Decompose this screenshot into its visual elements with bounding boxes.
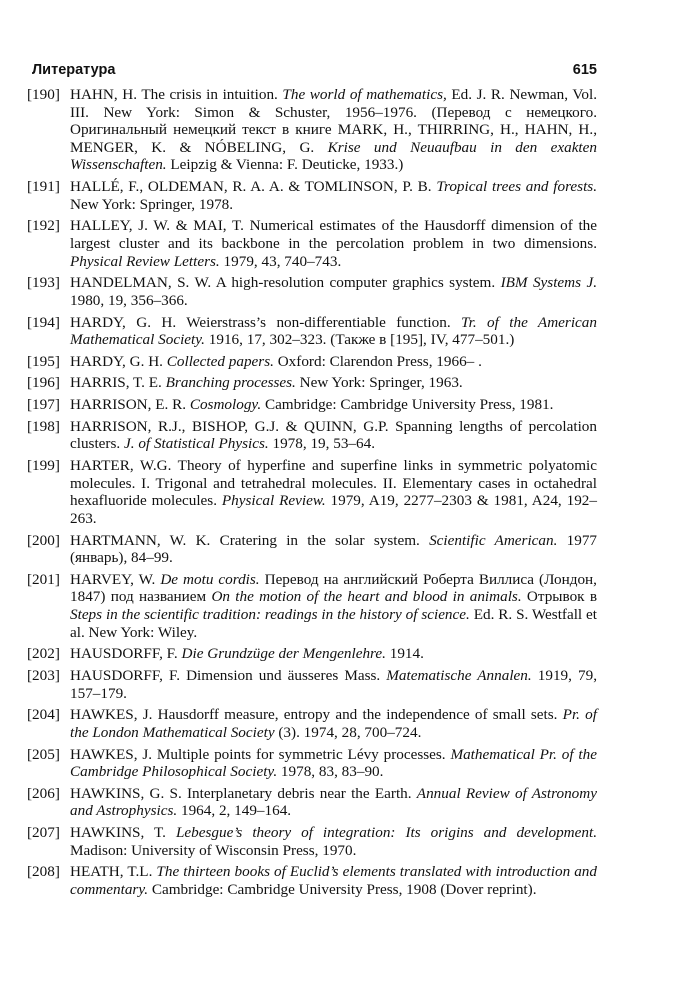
entry-title-italic: The world of mathematics, [282,86,447,103]
entry-number: [206] [27,784,60,802]
bibliography-entry [27,314,597,349]
entry-title-italic: J. of Statistical Physics. [124,435,269,453]
entry-text: Cambridge: Cambridge University Press, 1981. [261,396,554,414]
bibliography-entry [27,396,597,414]
entry-text: 1978, 19, 53–64. [268,435,375,453]
entry-text: HAHN, H. The crisis in intuition. [70,86,283,103]
entry-text: HARTMANN, W. K. Cratering in the solar system. [70,531,430,549]
entry-title-italic: Annual Review of Astronomy and Astrophysics. [70,784,597,820]
entry-text: Leipzig & Vienna: F. Deuticke, 1933.) [166,156,404,174]
entry-title-italic: Lebesgue’s theory of integration: Its origins and development. [175,824,597,842]
section-title: Литература [32,62,116,78]
entry-number: [192] [27,217,60,235]
entry-text: Ed. J. R. Newman, Vol. III. New York: Simon & Schuster, 1956–1976. (Перевод с немецкого. Оригинальный немецкий текст в книге MARK, H., THIRRING, H., HAHN, H., MENGER, K. & NÓBELING, G. [70,86,597,156]
entry-title-italic: Tr. of the American Mathematical Society. [70,313,597,349]
entry-text: HANDELMAN, S. W. A high-resolution computer graphics system. [70,274,501,292]
entry-text: 1977 (январь), 84–99. [70,531,598,567]
entry-text: Cambridge: Cambridge University Press, 1908 (Dover reprint). [148,881,537,899]
entry-number: [205] [27,745,60,763]
entry-title-italic: Collected papers. [166,352,274,370]
entry-number: [200] [27,531,60,549]
entry-text: 1919, 79, 157–179. [70,667,597,702]
entry-text: HARVEY, W. [70,570,161,588]
entry-title-italic: Krise und Neuaufbau in den exakten Wissenschaften. [70,138,597,174]
entry-text: HARRIS, T. E. [70,374,166,392]
entry-text: New York: Springer, 1963. [295,374,463,392]
entry-title-italic: Steps in the scientific tradition: readings in the history of science. [70,606,470,624]
entry-number: [199] [27,457,60,475]
entry-text: Madison: University of Wisconsin Press, 1970. [70,841,357,859]
bibliography-entry [27,86,597,174]
entry-text: Ed. R. S. Westfall et al. New York: Wiley. [70,606,598,641]
entry-text: Перевод на английский Роберта Виллиса (Лондон, 1847) под названием [70,570,597,606]
entry-title-italic: Die Grundzüge der Mengenlehre. [181,645,386,663]
bibliography-entry [27,418,597,453]
entry-number: [207] [27,824,60,842]
bibliography-list [27,86,597,903]
entry-text: 1978, 83, 83–90. [277,763,384,781]
bibliography-entry [27,667,597,702]
entry-title-italic: On the motion of the heart and blood in animals. [211,588,522,606]
bibliography-entry [27,374,597,392]
entry-number: [191] [27,178,60,196]
entry-text: HARDY, G. H. [70,352,167,370]
entry-title-italic: IBM Systems J. [500,274,597,292]
bibliography-entry [27,274,597,309]
entry-text: 1964, 2, 149–164. [177,802,292,820]
entry-title-italic: Branching processes. [165,374,296,392]
entry-title-italic: De motu cordis. [160,570,260,588]
entry-text: HARTER, W.G. Theory of hyperfine and superfine links in symmetric polyatomic molecules. I. Trigonal and tetrahedral molecules. II. Elementary cases in octahedral hexafluoride molecules. [70,457,597,510]
entry-text: Отрывок в [521,588,597,606]
entry-number: [201] [27,570,60,588]
entry-title-italic: Physical Review. [221,492,326,510]
bibliography-entry [27,571,597,641]
entry-number: [195] [27,352,60,370]
entry-text: HAWKES, J. Hausdorff measure, entropy and the independence of small sets. [70,706,563,724]
bibliography-entry [27,824,597,859]
entry-text: 1979, 43, 740–743. [219,252,342,270]
running-header [32,62,597,84]
bibliography-entry [27,532,597,567]
entry-number: [203] [27,667,60,685]
entry-title-italic: Cosmology. [189,396,262,414]
bibliography-entry [27,178,597,213]
entry-text: HEATH, T.L. [70,863,157,881]
page-number: 615 [572,62,597,78]
entry-number: [197] [27,396,60,414]
entry-title-italic: Mathematical Pr. of the Cambridge Philosophical Society. [70,745,597,781]
entry-text: HAUSDORFF, F. [70,645,182,663]
entry-title-italic: Physical Review Letters. [70,252,220,270]
bibliography-entry [27,645,597,663]
entry-text: HARRISON, E. R. [70,396,190,414]
bibliography-entry [27,353,597,371]
bibliography-entry [27,746,597,781]
entry-number: [198] [27,417,60,435]
bibliography-entry [27,785,597,820]
bibliography-entry [27,457,597,527]
entry-title-italic: The thirteen books of Euclid’s elements translated with introduction and commentary. [70,863,597,899]
entry-text: HALLÉ, F., OLDEMAN, R. A. A. & TOMLINSON, P. B. [70,178,437,196]
entry-text: 1980, 19, 356–366. [70,291,188,309]
entry-text: 1979, A19, 2277–2303 & 1981, A24, 192–263. [70,492,597,527]
entry-text: HAWKINS, T. [70,824,176,842]
entry-number: [208] [27,863,60,881]
entry-text: HAWKINS, G. S. Interplanetary debris near the Earth. [70,784,417,802]
entry-text: 1916, 17, 302–323. (Также в [195], IV, 477–501.) [204,331,515,349]
entry-number: [190] [27,86,60,103]
entry-title-italic: Scientific American. [429,531,558,549]
bibliography-entry [27,217,597,270]
entry-text: 1914. [385,645,424,663]
entry-number: [193] [27,274,60,292]
bibliography-entry [27,706,597,741]
entry-title-italic: Matematische Annalen. [386,667,532,685]
entry-text: HARRISON, R.J., BISHOP, G.J. & QUINN, G.P. Spanning lengths of percolation clusters. [70,417,597,453]
bibliography-entry [27,863,597,898]
entry-text: HAUSDORFF, F. Dimension und äusseres Mass. [70,667,387,685]
entry-number: [194] [27,313,60,331]
entry-title-italic: Tropical trees and forests. [436,178,597,196]
entry-text: Oxford: Clarendon Press, 1966– . [273,352,482,370]
entry-title-italic: Pr. of the London Mathematical Society [70,706,597,741]
entry-number: [196] [27,374,60,392]
entry-text: HALLEY, J. W. & MAI, T. Numerical estimates of the Hausdorff dimension of the largest cluster and its backbone in the percolation problem in two dimensions. [70,217,597,252]
entry-number: [204] [27,706,60,724]
entry-number: [202] [27,645,60,663]
entry-text: (3). 1974, 28, 700–724. [274,723,422,741]
entry-text: HARDY, G. H. Weierstrass’s non-differentiable function. [70,313,462,331]
entry-text: HAWKES, J. Multiple points for symmetric Lévy processes. [70,745,451,763]
entry-text: New York: Springer, 1978. [70,195,234,213]
